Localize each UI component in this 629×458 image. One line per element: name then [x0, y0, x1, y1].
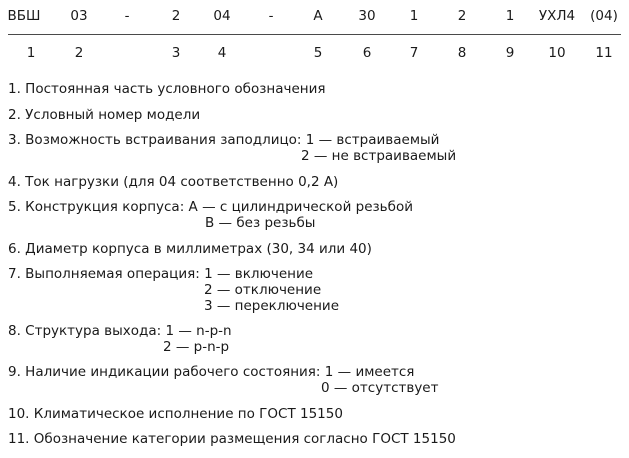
- position-number: 3: [171, 45, 181, 61]
- legend-item-10: 10. Климатическое исполнение по ГОСТ 15150: [8, 406, 343, 422]
- legend-item-3-option-2: 2 — не встраиваемый: [301, 148, 457, 164]
- designation-code-row: [0, 10, 629, 28]
- legend-item-7-option-2: 2 — отключение: [204, 282, 322, 298]
- legend-item-8: 8. Структура выхода: 1 — n-p-n: [8, 323, 232, 339]
- code-dash: -: [268, 8, 274, 24]
- position-number: 8: [457, 45, 467, 61]
- position-number: 9: [505, 45, 515, 61]
- position-number: 4: [217, 45, 227, 61]
- legend-item-9: 9. Наличие индикации рабочего состояния: 1 — имеется: [8, 364, 415, 380]
- position-number: 11: [595, 45, 613, 61]
- code-part-operation: 1: [409, 8, 419, 24]
- position-number: 5: [313, 45, 323, 61]
- code-part-model: 03: [70, 8, 88, 24]
- position-number: 1: [26, 45, 36, 61]
- legend-item-9-option-2: 0 — отсутствует: [321, 380, 439, 396]
- legend-item-7: 7. Выполняемая операция: 1 — включение: [8, 266, 314, 282]
- code-part-current: 04: [213, 8, 231, 24]
- code-part-vbsh: ВБШ: [7, 8, 41, 24]
- legend-item-6: 6. Диаметр корпуса в миллиметрах (30, 34 или 40): [8, 241, 372, 257]
- legend-item-3: 3. Возможность встраивания заподлицо: 1 — встраиваемый: [8, 132, 440, 148]
- legend-item-5: 5. Конструкция корпуса: А — с цилиндрической резьбой: [8, 199, 413, 215]
- position-number: 7: [409, 45, 419, 61]
- divider-line: [8, 34, 621, 35]
- code-part-output: 2: [457, 8, 467, 24]
- code-part-flush: 2: [171, 8, 181, 24]
- legend-item-2: 2. Условный номер модели: [8, 107, 201, 123]
- legend-item-1: 1. Постоянная часть условного обозначения: [8, 81, 326, 97]
- code-part-housing: А: [313, 8, 323, 24]
- code-part-indication: 1: [505, 8, 515, 24]
- legend-item-11: 11. Обозначение категории размещения согласно ГОСТ 15150: [8, 431, 456, 447]
- legend-item-4: 4. Ток нагрузки (для 04 соответственно 0,2 А): [8, 174, 339, 190]
- code-part-placement: (04): [590, 8, 618, 24]
- position-number: 2: [74, 45, 84, 61]
- position-number-row: [0, 47, 629, 65]
- legend-item-5-option-2: В — без резьбы: [205, 215, 316, 231]
- position-number: 10: [548, 45, 566, 61]
- code-part-climate: УХЛ4: [538, 8, 576, 24]
- legend-item-7-option-3: 3 — переключение: [204, 298, 340, 314]
- legend-item-8-option-2: 2 — p-n-p: [163, 339, 230, 355]
- code-dash: -: [124, 8, 130, 24]
- code-part-diameter: 30: [358, 8, 376, 24]
- position-number: 6: [362, 45, 372, 61]
